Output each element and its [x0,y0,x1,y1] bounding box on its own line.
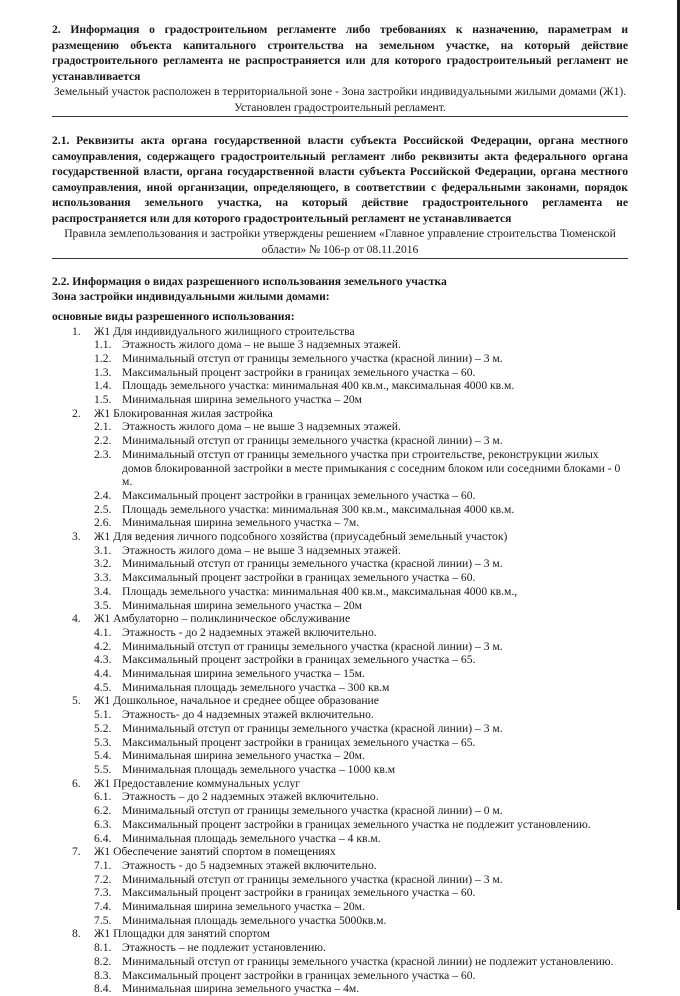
usage-parameter-text: Минимальная ширина земельного участка – 7м. [122,516,360,530]
usage-item-number: 5. [72,694,81,708]
usage-parameter-text: Максимальный процент застройки в границах земельного участка – 65. [122,653,476,667]
usage-parameter [52,626,628,640]
section-2-regulation-text: Установлен градостроительный регламент. [234,100,446,114]
usage-parameter [52,955,628,969]
section-divider [52,258,628,259]
usage-parameter-text: Площадь земельного участка: минимальная 400 кв.м., максимальная 4000 кв.м. [122,379,515,393]
usage-parameter [52,804,628,818]
usage-item-title [52,927,628,941]
usage-parameter-text: Этажность - до 2 надземных этажей включительно. [122,625,377,639]
usage-parameter [52,818,628,832]
usage-parameter-text: Максимальный процент застройки в границах земельного участка не подлежит установлению. [122,817,591,831]
usage-item-number: 7. [72,845,81,859]
usage-parameter [52,749,628,763]
usage-parameter [52,941,628,955]
usage-parameter-text: Минимальная ширина земельного участка – 20м [122,598,363,612]
usage-list-item [52,777,628,846]
usage-parameter-text: Минимальный отступ от границы земельного участка (красной линии) – 3 м. [122,639,503,653]
usage-parameter [52,763,628,777]
usage-list-item [52,845,628,927]
usage-parameter-text: Этажность – до 2 надземных этажей включительно. [122,790,379,804]
usage-list-item [52,927,628,996]
usage-parameter-number: 6.3. [94,817,112,831]
usage-parameter-number: 4.3. [94,653,112,667]
usage-parameter-text: Площадь земельного участка: минимальная 300 кв.м., максимальная 4000 кв.м. [122,502,515,516]
section-2-2-subheading: основные виды разрешенного использования: [52,310,295,323]
usage-parameter-text: Этажность жилого дома – не выше 3 надземных этажей. [122,338,401,352]
usage-parameter [52,653,628,667]
usage-parameter-number: 3.3. [94,571,112,585]
usage-parameter-number: 4.1. [94,625,112,639]
usage-parameter-number: 8.1. [94,941,112,955]
usage-list [52,325,628,996]
usage-parameter-text: Минимальная площадь земельного участка – 1000 кв.м [122,763,396,776]
usage-parameter-text: Минимальный отступ от границы земельного участка (красной линии) – 3 м. [122,721,503,735]
usage-item-title-text: Ж1 Обеспечение занятий спортом в помещениях [94,845,336,859]
usage-parameter-text: Максимальный процент застройки в границах земельного участка – 60. [122,571,476,585]
usage-parameter-number: 3.5. [94,598,112,612]
usage-parameter-number: 5.4. [94,749,112,763]
usage-parameter-text: Минимальная площадь земельного участка 5000кв.м. [122,913,387,927]
usage-parameter-text: Этажность жилого дома – не выше 3 надземных этажей. [122,543,401,557]
usage-parameter [52,832,628,846]
usage-item-number: 1. [72,324,81,338]
usage-parameter [52,516,628,530]
usage-parameter [52,557,628,571]
usage-parameter [52,900,628,914]
usage-item-title [52,530,628,544]
usage-item-number: 6. [72,776,81,790]
usage-parameter-number: 5.3. [94,735,112,749]
usage-list-item [52,694,628,776]
usage-parameter [52,366,628,380]
usage-parameter [52,503,628,517]
usage-parameter [52,379,628,393]
usage-item-title-text: Ж1 Амбулаторно – поликлиническое обслуживание [94,612,351,626]
usage-parameter [52,393,628,407]
usage-list-item [52,530,628,612]
usage-parameter-text: Этажность - до 5 надземных этажей включительно. [122,858,377,872]
usage-parameter [52,914,628,928]
usage-parameter-number: 1.4. [94,379,112,393]
usage-parameter [52,544,628,558]
usage-list-item [52,325,628,407]
usage-parameter-number: 8.4. [94,982,112,996]
usage-parameter-text: Площадь земельного участка: минимальная 400 кв.м., максимальная 4000 кв.м., [122,584,518,598]
usage-parameter-number: 1.2. [94,351,112,365]
usage-item-title-text: Ж1 Блокированная жилая застройка [94,406,273,420]
usage-parameter [52,982,628,996]
usage-item-title [52,845,628,859]
document-page [52,22,628,996]
usage-parameter-text: Максимальный процент застройки в границах земельного участка – 60. [122,968,476,982]
usage-parameter-number: 1.1. [94,338,112,352]
usage-parameter-text: Минимальная площадь земельного участка – 300 кв.м [122,680,390,694]
usage-parameter-text: Максимальный процент застройки в границах земельного участка – 60. [122,365,476,379]
section-2-zone-text: Земельный участок расположен в территориальной зоне - Зона застройки индивидуальными жилыми домами (Ж1). [53,85,627,98]
usage-parameter [52,489,628,503]
usage-item-title-text: Ж1 Дошкольное, начальное и среднее общее образование [94,694,379,708]
usage-parameter [52,434,628,448]
usage-parameter-number: 8.3. [94,968,112,982]
usage-parameter [52,790,628,804]
section-2-1-rules-text: Правила землепользования и застройки утверждены решением «Главное управление строительства Тюменской [64,227,616,240]
section-2 [52,22,628,117]
usage-parameter-number: 7.5. [94,913,112,927]
usage-parameter-number: 2.5. [94,502,112,516]
usage-parameter-number: 2.3. [94,447,112,461]
usage-parameter [52,873,628,887]
usage-parameter [52,420,628,434]
usage-parameter-text: Минимальный отступ от границы земельного участка (красной линии) – 3 м. [122,872,503,886]
usage-parameter-text: Максимальный процент застройки в границах земельного участка – 60. [122,488,476,502]
usage-parameter [52,448,628,489]
usage-item-title [52,325,628,339]
usage-parameter-number: 6.2. [94,804,112,818]
usage-parameter-number: 5.2. [94,721,112,735]
usage-parameter [52,640,628,654]
usage-parameter-text: Этажность- до 4 надземных этажей включительно. [122,708,374,722]
usage-parameter-number: 5.5. [94,763,112,776]
usage-parameter-number: 1.3. [94,365,112,379]
usage-parameter-text: Минимальная площадь земельного участка – 4 кв.м. [122,831,381,845]
usage-parameter-text: Минимальный отступ от границы земельного участка при строительстве, реконструкции жилых домов блокированной застройки в месте примыкания с соседним блоком или соседними блоками - 0 м. [122,447,621,489]
usage-parameter [52,681,628,695]
usage-parameter-number: 3.4. [94,584,112,598]
usage-parameter-text: Минимальный отступ от границы земельного участка (красной линии) – 3 м. [122,434,503,448]
section-2-2-heading: 2.2. Информация о видах разрешенного использования земельного участка [52,275,447,288]
usage-parameter-text: Минимальная ширина земельного участка – 20м [122,393,363,407]
usage-parameter-number: 7.4. [94,900,112,914]
usage-item-title-text: Ж1 Предоставление коммунальных услуг [94,776,301,790]
usage-item-number: 8. [72,927,81,941]
usage-parameter-text: Минимальная ширина земельного участка – 15м. [122,667,365,681]
usage-list-item [52,407,628,530]
usage-parameter [52,859,628,873]
usage-parameter-number: 4.2. [94,639,112,653]
usage-parameter-number: 8.2. [94,954,112,968]
usage-parameter [52,736,628,750]
section-2-heading: 2. Информация о градостроительном регламенте либо требованиях к назначению, параметрам и размещению объекта капитального строительства на земельном участке, на который действие градостроительного регламента не распространяется или для которого градостроительный регламент не устанавливается [52,23,628,83]
usage-parameter [52,571,628,585]
usage-item-title-text: Ж1 Для ведения личного подсобного хозяйства (приусадебный земельный участок) [94,530,508,544]
usage-item-title [52,612,628,626]
usage-parameter-text: Минимальный отступ от границы земельного участка (красной линии) – 3 м. [122,351,503,365]
usage-parameter-number: 2.2. [94,434,112,448]
usage-parameter-text: Этажность – не подлежит установлению. [122,941,326,955]
usage-item-number: 3. [72,530,81,544]
usage-parameter-text: Максимальный процент застройки в границах земельного участка – 60. [122,886,476,900]
section-divider [52,116,628,117]
usage-parameter-number: 4.4. [94,667,112,681]
usage-parameter [52,338,628,352]
usage-parameter [52,886,628,900]
usage-parameter [52,599,628,613]
section-2-1-heading: 2.1. Реквизиты акта органа государственной власти субъекта Российской Федерации, органа местного самоуправления, содержащего градостроительный регламент либо реквизиты акта федерального органа государственной власти, органа государственной власти субъекта Российской Федерации, органа местного самоуправления, иной организации, определяющего, в соответствии с федеральными законами, порядок использования земельного участка, на который действие градостроительного регламента не распространяется или для которого градостроительный регламент не устанавливается [52,134,628,225]
usage-parameter [52,352,628,366]
usage-parameter-number: 2.4. [94,488,112,502]
section-2-2 [52,275,628,996]
usage-item-title [52,407,628,421]
usage-parameter-number: 2.1. [94,420,112,434]
usage-parameter [52,722,628,736]
usage-parameter-text: Минимальный отступ от границы земельного участка (красной линии) – 3 м. [122,557,503,571]
usage-parameter-text: Максимальный процент застройки в границах земельного участка – 65. [122,735,476,749]
usage-parameter-text: Минимальный отступ от границы земельного участка (красной линии) не подлежит установлению. [122,954,614,968]
usage-parameter-number: 6.1. [94,790,112,804]
usage-parameter-number: 4.5. [94,680,112,694]
usage-parameter [52,667,628,681]
usage-item-title [52,777,628,791]
usage-item-number: 2. [72,406,81,420]
section-2-1 [52,133,628,259]
usage-item-title [52,694,628,708]
usage-item-title-text: Ж1 Для индивидуального жилищного строительства [94,324,355,338]
usage-parameter-number: 1.5. [94,393,112,407]
usage-parameter-text: Минимальный отступ от границы земельного участка (красной линии) – 0 м. [122,804,503,818]
usage-parameter-text: Минимальная ширина земельного участка – 4м. [122,982,360,996]
section-2-2-zone: Зона застройки индивидуальными жилыми домами: [52,289,330,303]
usage-parameter [52,585,628,599]
usage-parameter-number: 7.3. [94,886,112,900]
usage-parameter-text: Минимальная ширина земельного участка – 20м. [122,749,365,763]
usage-parameter-text: Этажность жилого дома – не выше 3 надземных этажей. [122,420,401,434]
section-2-1-decision-text: области» № 106-р от 08.11.2016 [261,242,419,256]
usage-parameter-number: 7.2. [94,872,112,886]
usage-parameter [52,708,628,722]
usage-parameter-number: 3.2. [94,557,112,571]
usage-list-item [52,612,628,694]
usage-parameter-number: 5.1. [94,708,112,722]
usage-parameter [52,969,628,983]
usage-parameter-number: 2.6. [94,516,112,530]
usage-parameter-number: 3.1. [94,543,112,557]
usage-item-number: 4. [72,612,81,626]
usage-parameter-number: 6.4. [94,831,112,845]
usage-parameter-text: Минимальная ширина земельного участка – 20м. [122,900,365,914]
usage-parameter-number: 7.1. [94,858,112,872]
usage-item-title-text: Ж1 Площадки для занятий спортом [94,927,270,941]
